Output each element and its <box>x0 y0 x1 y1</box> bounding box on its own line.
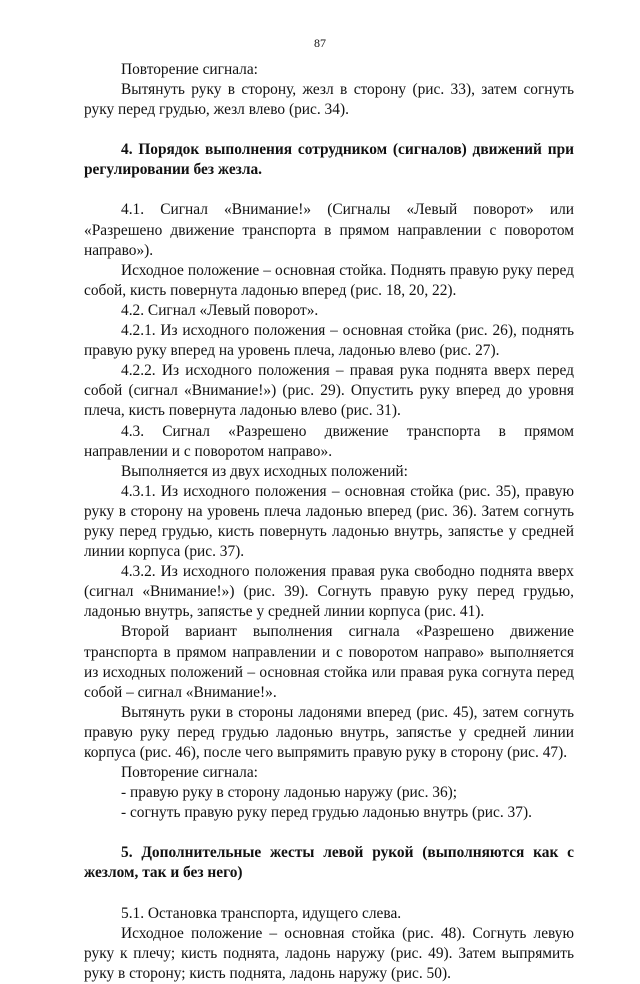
paragraph-4-2-1: 4.2.1. Из исходного положения – основная стойка (рис. 26), поднять правую руку вперед на уровень плеча, ладонью влево (рис. 27). <box>84 322 574 360</box>
paragraph-repeat-label: Повторение сигнала: <box>121 764 258 782</box>
paragraph-4-3-2: 4.3.2. Из исходного положения правая рука свободно поднята вверх (сигнал «Внимание!») (рис. 39). Согнуть правую руку перед грудью, ладонью внутрь, запястье у средней линии корпуса (рис. 41). <box>84 563 574 621</box>
repeat-signal-text: Вытянуть руку в сторону, жезл в сторону (рис. 33), затем согнуть руку перед грудью, жезл влево (рис. 34). <box>84 81 574 119</box>
document-body <box>84 60 574 984</box>
paragraph-5-1-initial: Исходное положение – основная стойка (рис. 48). Согнуть левую руку к плечу; кисть поднята, ладонь наружу (рис. 49). Затем выпрямить руку в сторону; кисть поднята, ладонь наружу (рис. 50). <box>84 924 574 982</box>
list-item-repeat-2: - согнуть правую руку перед грудью ладонью внутрь (рис. 37). <box>121 804 532 822</box>
paragraph-4-1: 4.1. Сигнал «Внимание!» (Сигналы «Левый поворот» или «Разрешено движение транспорта в прямом направлении с поворотом направо»). <box>84 201 574 259</box>
paragraph-4-2: 4.2. Сигнал «Левый поворот». <box>121 301 319 319</box>
section-5-heading: 5. Дополнительные жесты левой рукой (выполняются как с жезлом, так и без него) <box>84 844 574 882</box>
section-4-heading: 4. Порядок выполнения сотрудником (сигналов) движений при регулировании без жезла. <box>84 141 574 179</box>
paragraph-4-1-initial: Исходное положение – основная стойка. Поднять правую руку перед собой, кисть повернута ладонью вперед (рис. 18, 20, 22). <box>84 261 574 299</box>
paragraph-5-1: 5.1. Остановка транспорта, идущего слева. <box>121 904 402 922</box>
list-item-repeat-1: - правую руку в сторону ладонью наружу (рис. 36); <box>121 784 458 802</box>
paragraph-4-3-intro: Выполняется из двух исходных положений: <box>121 462 408 480</box>
paragraph-4-3-1: 4.3.1. Из исходного положения – основная стойка (рис. 35), правую руку в сторону на уровень плеча ладонью вперед (рис. 36). Затем согнуть руку перед грудью, кисть повернуть ладонью внутрь, запястье у средней линии корпуса (рис. 37). <box>84 482 574 561</box>
paragraph-4-2-2: 4.2.2. Из исходного положения – правая рука поднята вверх перед собой (сигнал «Внимание!») (рис. 29). Опустить руку вперед до уровня плеча, кисть повернута ладонью влево (рис. 31). <box>84 362 574 420</box>
paragraph-arms-out: Вытянуть руки в стороны ладонями вперед (рис. 45), затем согнуть правую руку перед грудью ладонью внутрь, запястье у средней линии корпуса (рис. 46), после чего выпрямить правую руку в сторону (рис. 47). <box>84 703 574 761</box>
repeat-signal-label: Повторение сигнала: <box>121 61 258 78</box>
paragraph-4-3: 4.3. Сигнал «Разрешено движение транспорта в прямом направлении и с поворотом направо». <box>84 422 574 460</box>
paragraph-second-variant: Второй вариант выполнения сигнала «Разрешено движение транспорта в прямом направлении и с поворотом направо» выполняется из исходных положений – основная стойка или правая рука согнута перед собой – сигнал «Внимание!». <box>84 623 574 701</box>
page-number: 87 <box>314 36 326 50</box>
